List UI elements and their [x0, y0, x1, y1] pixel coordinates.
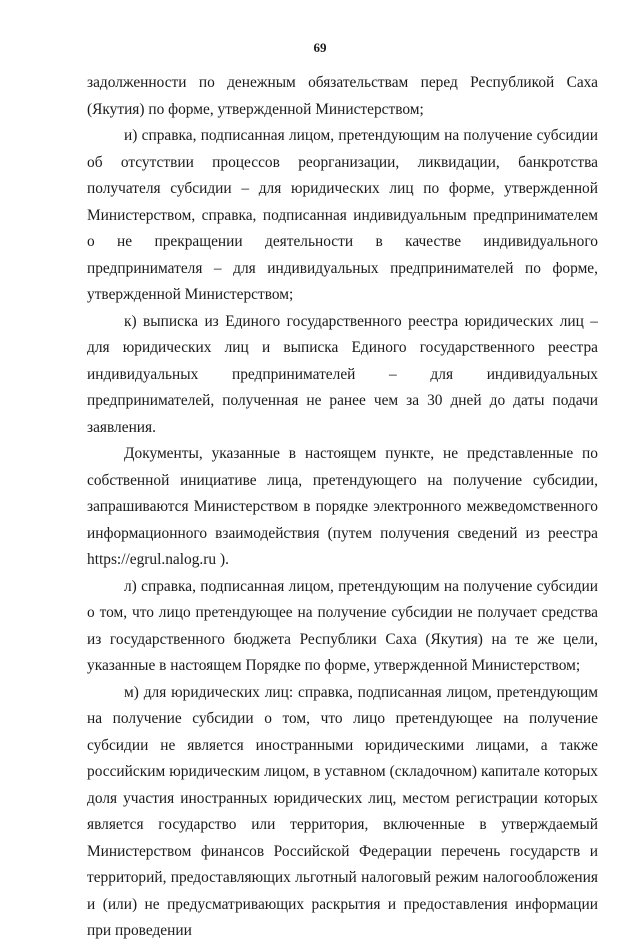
paragraph-item-i: и) справка, подписанная лицом, претендующим на получение субсидии об отсутствии процессов реорганизации, ликвидации, банкротства получателя субсидии – для юридических лиц по форме, утвержденной Министерством, справка, подписанная индивидуальным предпринимателем о не прекращении деятельности в качестве индивидуального предпринимателя – для индивидуальных предпринимателей по форме, утвержденной Министерством;: [87, 127, 598, 303]
document-body: [87, 70, 598, 945]
paragraph-documents-note: Документы, указанные в настоящем пункте, не представленные по собственной инициативе лица, претендующего на получение субсидии, запрашиваются Министерством в порядке электронного межведомственного информационного взаимодействия (путем получения сведений из реестра https://egrul.nalog.ru ).: [87, 445, 598, 568]
paragraph-item-l: л) справка, подписанная лицом, претендующим на получение субсидии о том, что лицо претендующее на получение субсидии не получает средства из государственного бюджета Республики Саха (Якутия) на те же цели, указанные в настоящем Порядке по форме, утвержденной Министерством;: [87, 577, 598, 674]
paragraph-z-continuation: задолженности по денежным обязательствам перед Республикой Саха (Якутия) по форме, утвержденной Министерством;: [87, 74, 598, 118]
paragraph-item-m: м) для юридических лиц: справка, подписанная лицом, претендующим на получение субсидии о том, что лицо претендующее на получение субсидии не является иностранными юридическими лицами, а также российским юридическим лицом, в уставном (складочном) капитале которых доля участия иностранных юридических лиц, местом регистрации которых является государство или территория, включенные в утверждаемый Министерством финансов Российской Федерации перечень государств и территорий, предоставляющих льготный налоговый режим налогообложения и (или) не предусматривающих раскрытия и предоставления информации при проведении: [87, 683, 598, 939]
paragraph-item-k: к) выписка из Единого государственного реестра юридических лиц – для юридических лиц и выписка Единого государственного реестра индивидуальных предпринимателей – для индивидуальных предпринимателей, полученная не ранее чем за 30 дней до даты подачи заявления.: [87, 312, 598, 436]
page-number: 69: [313, 40, 327, 55]
